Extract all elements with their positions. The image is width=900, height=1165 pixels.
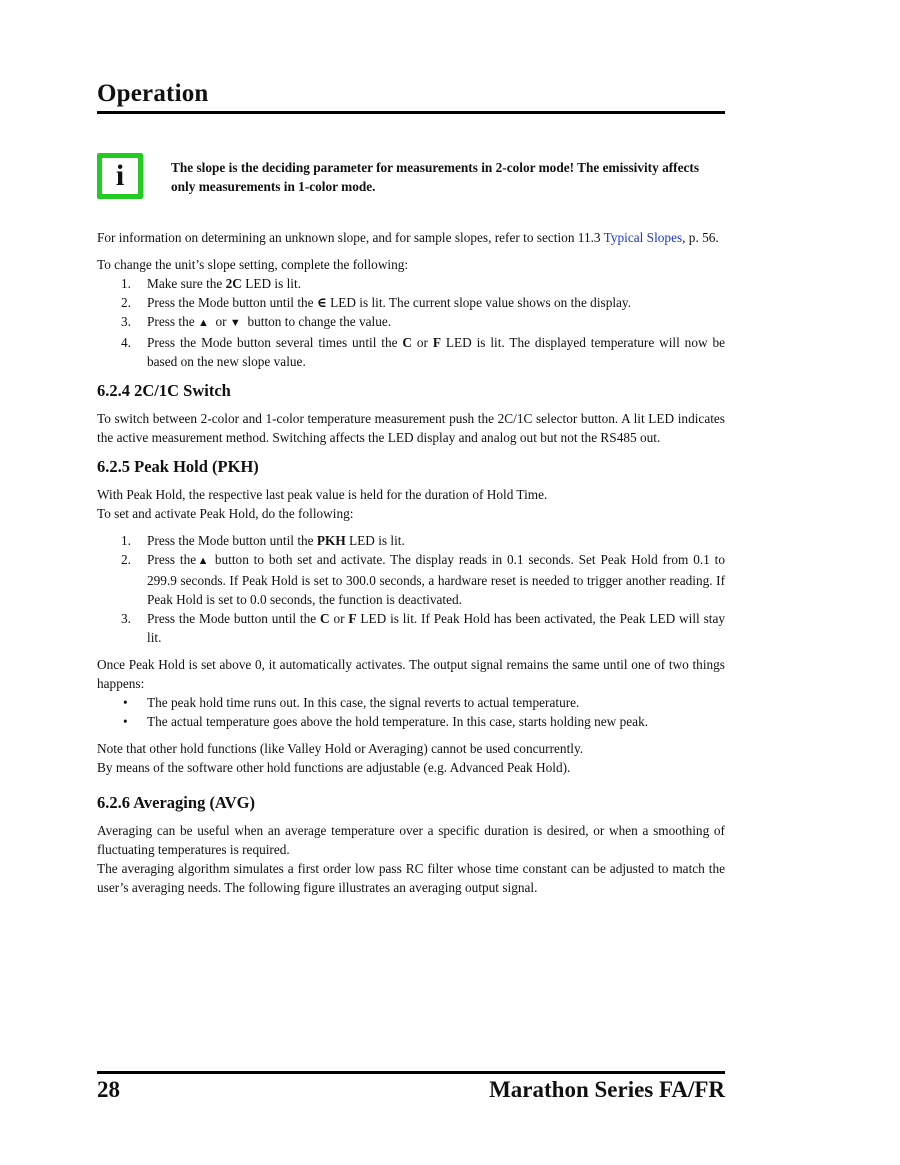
slope-steps-list <box>97 274 725 371</box>
step-text: or <box>329 611 349 626</box>
averaging-p1: Averaging can be useful when an average temperature over a specific duration is desired, or when a smoothing of fluctuating temperatures is required. <box>97 823 725 857</box>
page-number: 28 <box>97 1077 120 1102</box>
slope-symbol: ∈ <box>316 295 327 310</box>
list-item <box>97 550 725 609</box>
peak-hold-bullets <box>97 693 725 731</box>
intro-paragraph <box>97 228 725 247</box>
list-item <box>97 312 725 333</box>
list-item <box>97 293 725 312</box>
step-number: 2. <box>121 552 131 567</box>
step-number: 3. <box>121 611 131 626</box>
step-text: LED is lit. <box>345 533 405 548</box>
header-rule <box>97 111 725 114</box>
section-heading-626: 6.2.6 Averaging (AVG) <box>97 793 255 812</box>
bullet-text: The actual temperature goes above the hold temperature. In this case, starts holding new peak. <box>147 714 649 729</box>
step-bold: F <box>348 611 357 626</box>
typical-slopes-link[interactable]: Typical Slopes <box>603 230 683 245</box>
section-heading-625: 6.2.5 Peak Hold (PKH) <box>97 457 259 476</box>
bullet-text: The peak hold time runs out. In this case, the signal reverts to actual temperature. <box>147 695 580 710</box>
section-624-text: To switch between 2-color and 1-color temperature measurement push the 2C/1C selector button. A lit LED indicates the active measurement method. Switching affects the LED display and analog out but not the RS485 out. <box>97 411 725 445</box>
info-icon: i <box>97 153 143 199</box>
up-arrow-icon: ▲ <box>196 555 211 567</box>
step-text: or <box>412 335 433 350</box>
step-text: Press the <box>147 314 198 329</box>
up-arrow-icon: ▲ <box>197 317 209 329</box>
section-heading-624: 6.2.4 2C/1C Switch <box>97 381 231 400</box>
step-text: LED is lit. <box>241 276 302 291</box>
info-note-text: The slope is the deciding parameter for measurements in 2-color mode! The emissivity affects only measurements in 1-color mode. <box>171 160 699 194</box>
step-text: or <box>208 314 230 329</box>
peak-hold-steps-list <box>97 531 725 647</box>
step-bold: C <box>402 335 413 350</box>
list-item <box>97 609 725 647</box>
step-text: button to both set and activate. The display reads in 0.1 seconds. Set Peak Hold from 0.1 to 299.9 seconds. If Peak Hold is set to 300.0 seconds, a hardware reset is needed to trigger another reading. If Peak Hold is set to 0.0 seconds, the function is deactivated. <box>147 552 725 607</box>
step-text: LED is lit. The displayed temperature will now be based on the new slope value. <box>147 335 726 369</box>
slope-instructions-intro: To change the unit’s slope setting, complete the following: <box>97 257 409 272</box>
list-item <box>97 531 725 550</box>
list-item <box>97 333 725 371</box>
peak-hold-note1: Note that other hold functions (like Valley Hold or Averaging) cannot be used concurrently. <box>97 741 584 756</box>
step-number: 2. <box>121 295 131 310</box>
down-arrow-icon: ▼ <box>229 317 241 329</box>
bullet-icon: • <box>123 695 128 710</box>
step-text: Press the Mode button until the <box>147 533 317 548</box>
step-text: Press the <box>147 552 197 567</box>
peak-hold-after: Once Peak Hold is set above 0, it automatically activates. The output signal remains the same until one of two things happens: <box>97 657 725 691</box>
list-item <box>97 274 725 293</box>
info-note <box>97 153 725 201</box>
step-bold: C <box>320 611 330 626</box>
step-number: 1. <box>121 276 131 291</box>
step-text: button to change the value. <box>240 314 392 329</box>
step-bold: 2C <box>225 276 242 291</box>
step-text: LED is lit. If Peak Hold has been activated, the Peak LED will stay lit. <box>147 611 725 645</box>
intro-text: For information on determining an unknown slope, and for sample slopes, refer to section 11.3 <box>97 230 604 245</box>
step-text: Press the Mode button until the <box>147 295 317 310</box>
step-bold: PKH <box>316 533 346 548</box>
intro-text-end: , p. 56. <box>682 230 719 245</box>
chapter-title: Operation <box>97 80 209 107</box>
step-number: 4. <box>121 335 131 350</box>
step-text: Press the Mode button several times until the <box>147 335 403 350</box>
averaging-p2: The averaging algorithm simulates a first order low pass RC filter whose time constant can be adjusted to match the user’s averaging needs. The following figure illustrates an averaging output signal. <box>97 861 725 895</box>
step-text: LED is lit. The current slope value shows on the display. <box>326 295 632 310</box>
peak-hold-line2: To set and activate Peak Hold, do the following: <box>97 506 354 521</box>
bullet-icon: • <box>123 714 128 729</box>
peak-hold-note2: By means of the software other hold functions are adjustable (e.g. Advanced Peak Hold). <box>97 760 571 775</box>
step-number: 3. <box>121 314 131 329</box>
list-item <box>97 693 725 712</box>
page-body <box>97 228 725 897</box>
step-bold: F <box>432 335 441 350</box>
peak-hold-line1: With Peak Hold, the respective last peak value is held for the duration of Hold Time. <box>97 487 548 502</box>
footer-rule <box>97 1071 725 1074</box>
manual-title: Marathon Series FA/FR <box>489 1077 725 1102</box>
list-item <box>97 712 725 731</box>
step-text: Press the Mode button until the <box>147 611 321 626</box>
step-text: Make sure the <box>147 276 226 291</box>
step-number: 1. <box>121 533 131 548</box>
